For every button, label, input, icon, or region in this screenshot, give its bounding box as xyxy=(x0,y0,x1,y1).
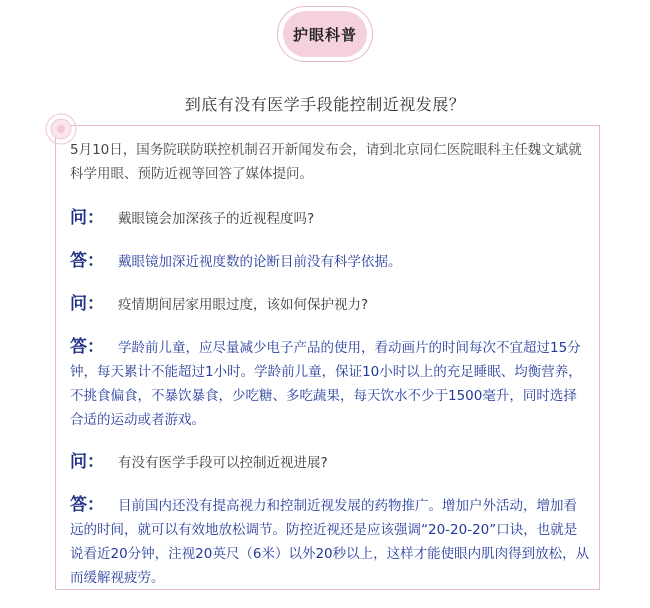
question-1 xyxy=(70,206,590,231)
question-tag: 问： xyxy=(70,208,104,228)
answer-text: 学龄前儿童，应尽量减少电子产品的使用，看动画片的时间每次不宜超过15分钟，每天累计不能超过1小时。学龄前儿童，保证10小时以上的充足睡眠、均衡营养，不挑食偏食，不暴饮暴食，少吃糖、多吃蔬果，每天饮水不少于1500毫升，同时选择合适的运动或者游戏。 xyxy=(70,340,582,428)
question-3 xyxy=(70,450,590,475)
question-2 xyxy=(70,292,590,317)
question-text: 疫情期间居家用眼过度，该如何保护视力? xyxy=(118,297,369,313)
answer-tag: 答： xyxy=(70,337,104,357)
answer-1 xyxy=(70,249,590,274)
badge-title: 护眼科普 xyxy=(283,11,367,57)
question-text: 有没有医学手段可以控制近视进展? xyxy=(118,455,328,471)
header-badge-area xyxy=(0,0,650,70)
answer-tag: 答： xyxy=(70,495,104,515)
question-tag: 问： xyxy=(70,294,104,314)
answer-text: 戴眼镜加深近视度数的论断目前没有科学依据。 xyxy=(118,254,402,270)
answer-3 xyxy=(70,493,590,590)
intro-paragraph: 5月10日，国务院联防联控机制召开新闻发布会，请到北京同仁医院眼科主任魏文斌就科学用眼、预防近视等回答了媒体提问。 xyxy=(70,142,582,182)
answer-text: 目前国内还没有提高视力和控制近视发展的药物推广。增加户外活动，增加看远的时间，就可以有效地放松调节。防控近视还是应该强调“20-20-20”口诀，也就是说看近20分钟，注视20英尺（6米）以外20秒以上，这样才能使眼内肌肉得到放松，从而缓解视疲劳。 xyxy=(70,498,590,586)
question-tag: 问： xyxy=(70,452,104,472)
answer-2 xyxy=(70,335,590,432)
question-text: 戴眼镜会加深孩子的近视程度吗? xyxy=(118,211,315,227)
article-heading: 到底有没有医学手段能控制近视发展？ xyxy=(184,95,466,114)
article-body xyxy=(70,138,590,608)
answer-tag: 答： xyxy=(70,251,104,271)
